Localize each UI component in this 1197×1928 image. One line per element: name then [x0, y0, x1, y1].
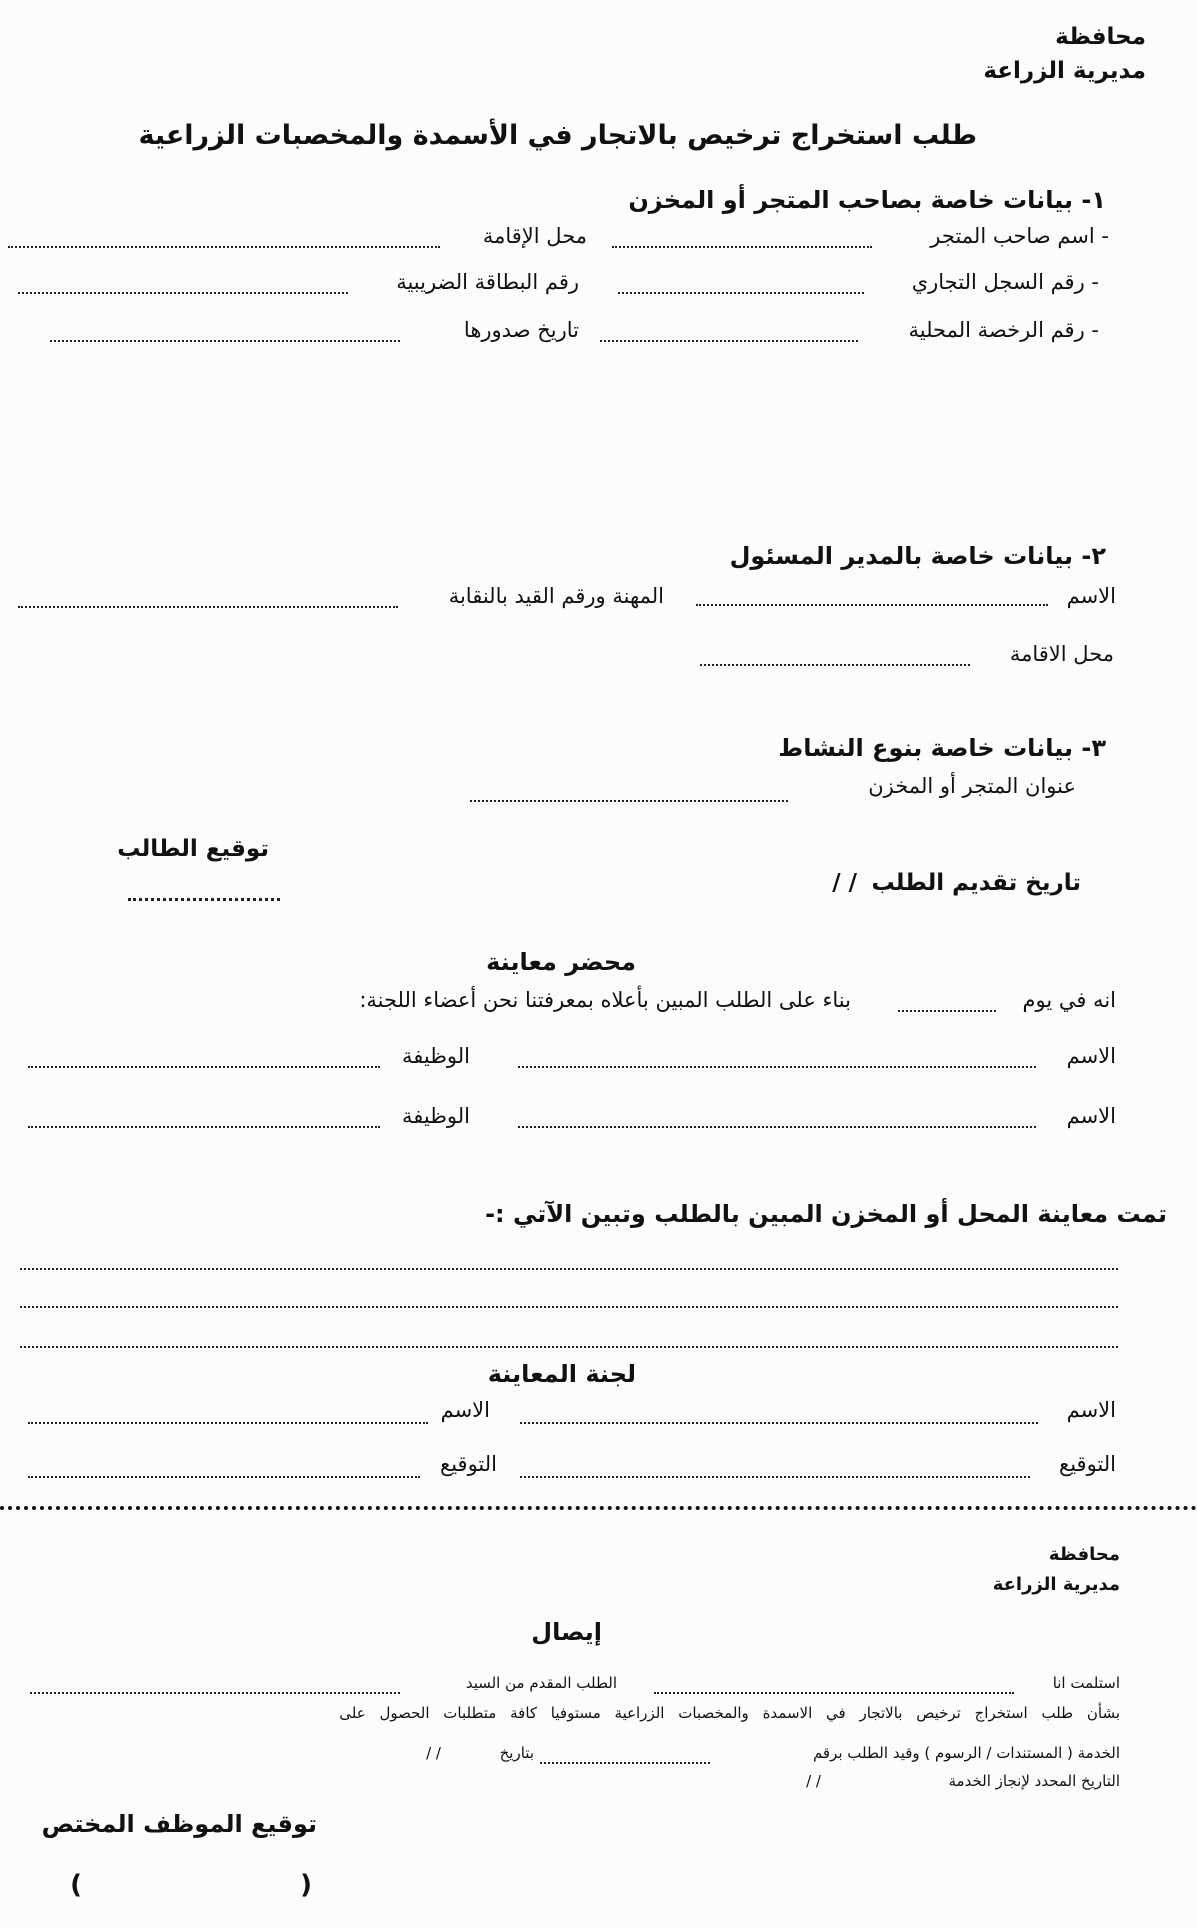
committee-sig1-field[interactable]	[520, 1476, 1030, 1478]
committee-name2-field[interactable]	[28, 1422, 428, 1424]
service-line-label: الخدمة ( المستندات / الرسوم ) وقيد الطلب برقم	[812, 1744, 1120, 1762]
local-license-label: - رقم الرخصة المحلية	[908, 318, 1099, 342]
inspection-intro: بناء على الطلب المبين بأعلاه بمعرفتنا نحن أعضاء اللجنة:	[359, 988, 851, 1012]
inspection-day-label: انه في يوم	[1022, 988, 1116, 1012]
member2-job-field[interactable]	[28, 1126, 380, 1128]
receipt-date-slashes[interactable]: / /	[426, 1744, 441, 1762]
member1-name-field[interactable]	[518, 1066, 1036, 1068]
commercial-reg-field[interactable]	[618, 292, 864, 294]
form-title: طلب استخراج ترخيص بالاتجار في الأسمدة والمخصبات الزراعية	[138, 120, 977, 151]
store-address-field[interactable]	[470, 800, 788, 802]
manager-name-field[interactable]	[696, 604, 1048, 606]
member2-name-field[interactable]	[518, 1126, 1036, 1128]
tax-card-field[interactable]	[18, 292, 348, 294]
committee-name1-field[interactable]	[520, 1422, 1038, 1424]
member2-job-label: الوظيفة	[401, 1104, 470, 1128]
submission-date-slashes[interactable]: / /	[832, 870, 857, 896]
member1-job-label: الوظيفة	[401, 1044, 470, 1068]
section3-heading: ٣- بيانات خاصة بنوع النشاط	[778, 734, 1106, 762]
receipt-regarding: بشأن طلب استخراج ترخيص بالاتجار في الاسمدة والمخصبات الزراعية مستوفيا كافة متطلبات الحصول على	[339, 1704, 1120, 1722]
owner-name-field[interactable]	[612, 246, 872, 248]
committee-name1-label: الاسم	[1066, 1398, 1116, 1422]
request-from-label: الطلب المقدم من السيد	[465, 1674, 617, 1692]
request-number-field[interactable]	[540, 1762, 710, 1764]
result-line-2[interactable]	[20, 1306, 1118, 1308]
result-line-1[interactable]	[20, 1268, 1118, 1270]
committee-sig1-label: التوقيع	[1059, 1452, 1116, 1476]
applicant-signature-label: توقيع الطالب	[117, 836, 269, 862]
tax-card-label: رقم البطاقة الضريبية	[396, 270, 579, 294]
employee-signature-field[interactable]	[95, 1892, 295, 1894]
committee-sig2-field[interactable]	[28, 1476, 420, 1478]
inspection-day-field[interactable]	[898, 1010, 996, 1012]
receipt-directorate: مديرية الزراعة	[992, 1574, 1120, 1595]
manager-residence-field[interactable]	[700, 664, 970, 666]
manager-name-label: الاسم	[1066, 584, 1116, 608]
deadline-label: التاريخ المحدد لإنجاز الخدمة	[948, 1772, 1120, 1790]
request-from-field[interactable]	[30, 1692, 400, 1694]
inspection-result-heading: تمت معاينة المحل أو المخزن المبين بالطلب وتبين الآتي :-	[485, 1200, 1167, 1228]
inspection-heading: محضر معاينة	[486, 948, 636, 976]
profession-label: المهنة ورقم القيد بالنقابة	[448, 584, 664, 608]
cut-separator	[0, 1506, 1197, 1510]
receipt-governorate: محافظة	[1048, 1544, 1120, 1565]
profession-field[interactable]	[18, 606, 398, 608]
applicant-signature-field[interactable]	[128, 898, 280, 901]
commercial-reg-label: - رقم السجل التجاري	[911, 270, 1099, 294]
residence-label: محل الإقامة	[482, 224, 587, 248]
store-address-label: عنوان المتجر أو المخزن	[868, 774, 1076, 798]
owner-name-label: - اسم صاحب المتجر	[930, 224, 1109, 248]
employee-signature-label: توقيع الموظف المختص	[41, 1810, 317, 1838]
submission-date-label: تاريخ تقديم الطلب	[871, 870, 1081, 896]
committee-name2-label: الاسم	[440, 1398, 490, 1422]
result-line-3[interactable]	[20, 1346, 1118, 1348]
member2-name-label: الاسم	[1066, 1104, 1116, 1128]
issue-date-field[interactable]	[50, 340, 400, 342]
received-by-label: استلمت انا	[1052, 1674, 1120, 1692]
deadline-slashes[interactable]: / /	[806, 1772, 821, 1790]
member1-name-label: الاسم	[1066, 1044, 1116, 1068]
member1-job-field[interactable]	[28, 1066, 380, 1068]
received-by-field[interactable]	[654, 1692, 1014, 1694]
manager-residence-label: محل الاقامة	[1009, 642, 1114, 666]
section1-heading: ١- بيانات خاصة بصاحب المتجر أو المخزن	[628, 186, 1106, 214]
residence-field[interactable]	[8, 246, 440, 248]
local-license-field[interactable]	[600, 340, 858, 342]
directorate-label: مديرية الزراعة	[983, 58, 1146, 84]
governorate-label: محافظة	[1055, 24, 1146, 50]
committee-sig2-label: التوقيع	[440, 1452, 497, 1476]
section2-heading: ٢- بيانات خاصة بالمدير المسئول	[729, 542, 1106, 570]
signature-paren-close: )	[70, 1870, 82, 1900]
issue-date-label: تاريخ صدورها	[463, 318, 579, 342]
committee-heading: لجنة المعاينة	[487, 1360, 636, 1388]
receipt-heading: إيصال	[531, 1618, 602, 1646]
signature-paren-open: (	[300, 1870, 312, 1900]
receipt-dated-label: بتاريخ	[499, 1744, 534, 1762]
